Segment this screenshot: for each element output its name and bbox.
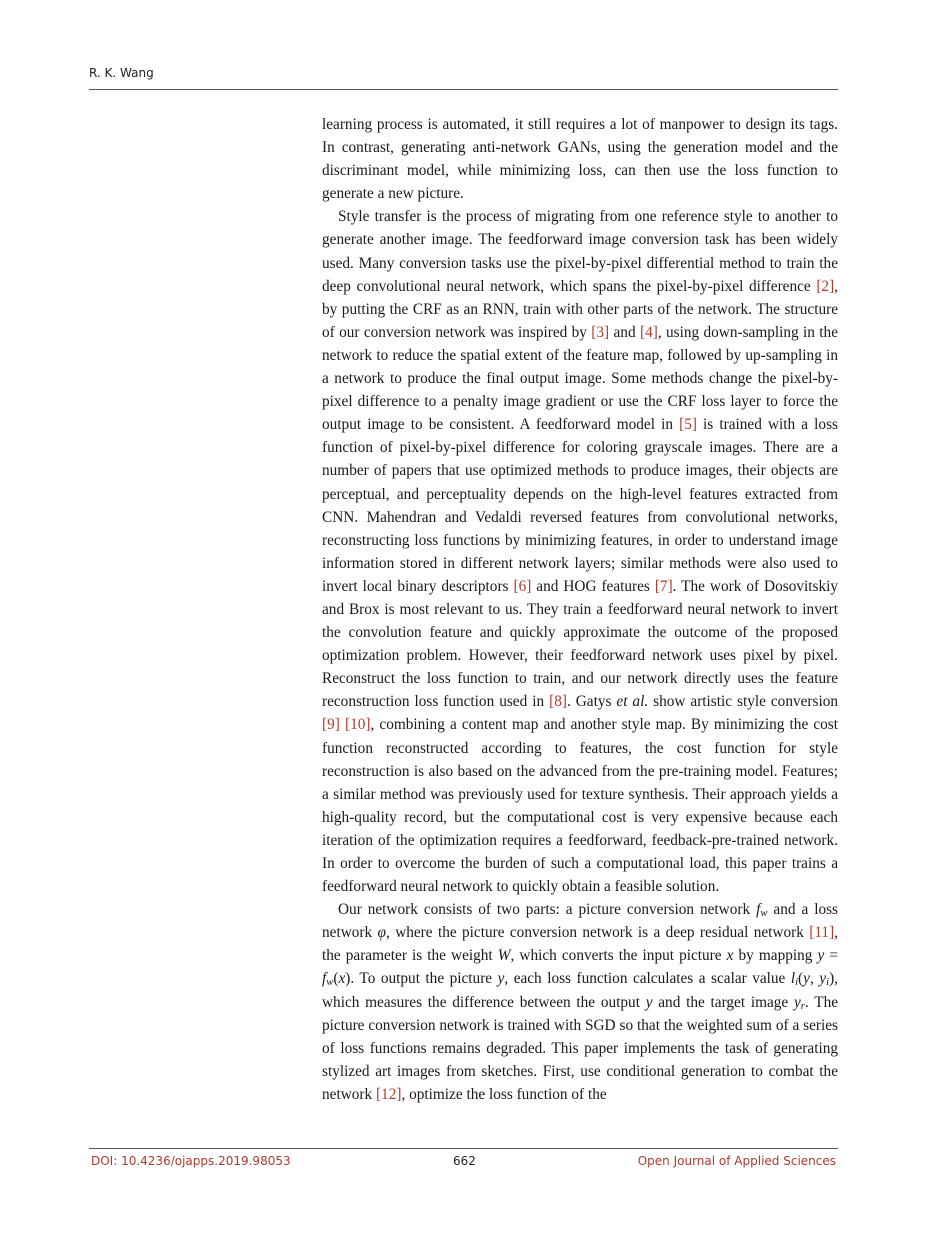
text-run: , optimize the loss function of the [401,1085,607,1103]
italic-text: f [322,970,327,988]
citation-link[interactable]: [4] [639,323,658,341]
text-run: = [824,947,839,965]
text-run: , using down-sampling in the network to reduce the spatial extent of the feature map, followed by up-sampling in a network to produce the final output image. Some methods change the pixel-by-pixel difference to a penalty image gradient or use the CRF loss layer to force the output image to be consistent. A feedforward model in [322,323,838,434]
italic-text: W [497,947,511,965]
text-run: , which converts the input picture [510,947,727,965]
citation-link[interactable]: [3] [591,323,610,341]
text-run: learning process is automated, it still requires a lot of manpower to design its tags. In contrast, generating anti-network GANs, using the generation model and the discriminant model, while minimizing loss, can then use the loss function to generate a new picture. [322,116,838,203]
text-run: and [609,323,640,341]
citation-link[interactable]: [11] [809,924,835,942]
text-run: and HOG features [531,577,655,595]
italic-text: y [497,970,505,988]
subscript: w [326,976,334,989]
text-run: . Gatys [566,693,617,711]
text-run: , combining a content map and another style map. By minimizing the cost function reconstructed according to features, the cost function for style reconstruction is also based on the advanced from the pre-training model. Features; a similar method was previously used for texture synthesis. Their approach yields a high-quality record, but the computational cost is very expensive because each iteration of the optimization requires a feedforward, feedback-pre-trained network. In order to overcome the burden of such a computational load, this paper trains a feedforward neural network to quickly obtain a feasible solution. [322,716,839,896]
paragraph [322,205,838,898]
italic-text: y [793,993,801,1011]
italic-text: x [338,970,346,988]
text-run: , the parameter is the weight [322,924,838,965]
text-run: . The picture conversion network is trained with SGD so that the weighted sum of a series of loss functions remains degraded. This paper implements the task of generating stylized art images from sketches. First, use conditional generation to combat the network [322,993,839,1103]
italic-text: x [726,947,734,965]
citation-link[interactable]: [5] [679,416,697,434]
citation-link[interactable]: [8] [549,693,567,711]
footer-divider [89,1148,838,1149]
citation-link[interactable]: [6] [513,577,532,595]
text-run: ). To output the picture [345,970,498,988]
italic-text: et al. [616,693,649,711]
text-run: Style transfer is the process of migrating from one reference style to another to generate another image. The feedforward image conversion task has been widely used. Many conversion tasks use the pixel-by-pixel differential method to train the deep convolutional neural network, which spans the pixel-by-pixel difference [322,208,838,295]
text-run: ( [333,970,339,988]
text-run: and a loss network [322,901,839,942]
text-run: ), which measures the difference between the output [322,970,838,1011]
page-number: 662 [453,1154,476,1168]
italic-text: y [817,947,825,965]
running-header-author: R. K. Wang [89,66,154,80]
doi-link[interactable]: DOI: 10.4236/ojapps.2019.98053 [91,1154,291,1168]
italic-text: y [803,970,810,988]
subscript: i [795,976,799,989]
header-divider [89,89,838,90]
text-run: by mapping [733,947,818,965]
subscript: r [800,999,805,1012]
subscript: w [760,907,768,920]
citation-link[interactable]: [12] [375,1085,402,1103]
citation-link[interactable]: [2] [816,277,835,295]
text-run: show artistic style conversion [648,693,839,711]
citation-link[interactable]: [10] [344,716,371,734]
journal-name-link[interactable]: Open Journal of Applied Sciences [637,1154,836,1168]
italic-text: y [819,970,827,988]
italic-text: f [756,901,761,919]
italic-text: y [645,993,653,1011]
subscript: i [826,976,830,989]
text-run: , by putting the CRF as an RNN, train with other parts of the network. The structure of our conversion network was inspired by [322,277,838,341]
citation-link[interactable]: [7] [654,577,673,595]
text-run: . The work of Dosovitskiy and Brox is most relevant to us. They train a feedforward neural network to invert the convolution feature and quickly approximate the outcome of the proposed optimization problem. However, their feedforward network uses pixel by pixel. Reconstruct the loss function to train, and our network directly uses the feature reconstruction loss function used in [322,577,838,711]
text-run: , each loss function calculates a scalar value [504,970,791,988]
italic-text: φ [377,924,386,942]
citation-link[interactable]: [9] [322,716,340,734]
text-run: , [809,970,820,988]
paragraph [322,113,838,205]
text-run: and the target image [652,993,794,1011]
text-run: ( [798,970,804,988]
italic-text: l [790,970,796,988]
text-run: is trained with a loss function of pixel-by-pixel difference for coloring grayscale images. There are a number of papers that use optimized methods to produce images, their objects are perceptual, and perceptuality depends on the high-level features extracted from CNN. Mahendran and Vedaldi reversed features from convolutional networks, reconstructing loss functions by minimizing features, in order to understand image information stored in different network layers; similar methods were also used to invert local binary descriptors [322,416,838,595]
text-run: , where the picture conversion network is a deep residual network [385,924,810,942]
text-run: Our network consists of two parts: a picture conversion network [338,901,757,919]
article-body [322,113,838,1106]
paragraph [322,898,838,1106]
